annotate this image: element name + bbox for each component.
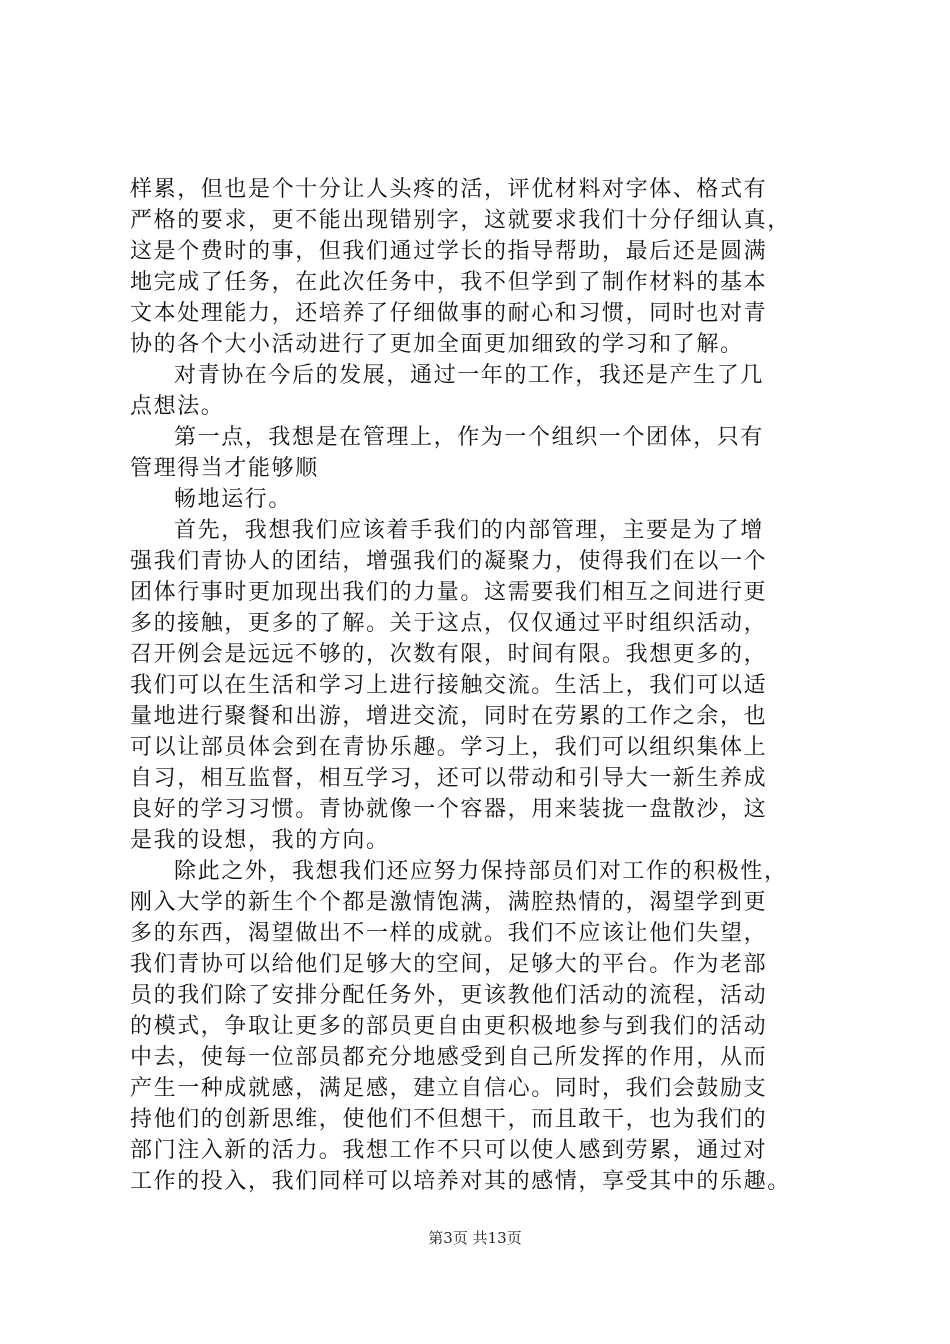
- paragraph: [130, 856, 830, 1197]
- paragraph: [130, 422, 830, 484]
- text-line: 工作的投入，我们同样可以培养对其的感情，享受其中的乐趣。: [130, 1169, 791, 1194]
- text-line: 中去，使每一位部员都充分地感受到自己所发挥的作用，从而: [130, 1045, 768, 1070]
- text-line: 可以让部员体会到在青协乐趣。学习上，我们可以组织集体上: [130, 735, 768, 760]
- text-line: 对青协在今后的发展，通过一年的工作，我还是产生了几: [174, 363, 765, 388]
- page-number: 第3页 共13页: [428, 1229, 522, 1247]
- text-line: 严格的要求，更不能出现错别字，这就要求我们十分仔细认真，: [130, 208, 791, 233]
- text-line: 首先，我想我们应该着手我们的内部管理，主要是为了增: [174, 518, 765, 543]
- text-line: 协的各个大小活动进行了更加全面更加细致的学习和了解。: [130, 332, 744, 357]
- text-line: 我们可以在生活和学习上进行接触交流。生活上，我们可以适: [130, 673, 768, 698]
- paragraph: [130, 174, 830, 360]
- text-line: 除此之外，我想我们还应努力保持部员们对工作的积极性，: [174, 859, 788, 884]
- text-line: 刚入大学的新生个个都是激情饱满，满腔热情的，渴望学到更: [130, 890, 768, 915]
- text-line: 是我的设想，我的方向。: [130, 828, 390, 853]
- text-line: 我们青协可以给他们足够大的空间，足够大的平台。作为老部: [130, 952, 768, 977]
- text-line: 自习，相互监督，相互学习，还可以带动和引导大一新生养成: [130, 766, 768, 791]
- text-line: 强我们青协人的团结，增强我们的凝聚力，使得我们在以一个: [130, 549, 768, 574]
- text-line: 产生一种成就感，满足感，建立自信心。同时，我们会鼓励支: [130, 1076, 768, 1101]
- text-line: 管理得当才能够顺: [130, 456, 319, 481]
- text-line: 量地进行聚餐和出游，增进交流，同时在劳累的工作之余，也: [130, 704, 768, 729]
- text-line: 畅地运行。: [174, 487, 293, 512]
- text-line: 团体行事时更加现出我们的力量。这需要我们相互之间进行更: [130, 580, 768, 605]
- text-line: 持他们的创新思维，使他们不但想干，而且敢干，也为我们的: [130, 1107, 768, 1132]
- text-line: 多的东西，渴望做出不一样的成就。我们不应该让他们失望，: [130, 921, 768, 946]
- text-line: 良好的学习习惯。青协就像一个容器，用来装拢一盘散沙，这: [130, 797, 768, 822]
- text-line: 样累，但也是个十分让人头疼的活，评优材料对字体、格式有: [130, 177, 768, 202]
- text-line: 地完成了任务，在此次任务中，我不但学到了制作材料的基本: [130, 270, 768, 295]
- paragraph: [130, 515, 830, 856]
- text-line: 第一点，我想是在管理上，作为一个组织一个团体，只有: [174, 425, 765, 450]
- text-line: 的模式，争取让更多的部员更自由更积极地参与到我们的活动: [130, 1014, 768, 1039]
- text-line: 这是个费时的事，但我们通过学长的指导帮助，最后还是圆满: [130, 239, 768, 264]
- text-line: 召开例会是远远不够的，次数有限，时间有限。我想更多的，: [130, 642, 768, 667]
- text-line: 文本处理能力，还培养了仔细做事的耐心和习惯，同时也对青: [130, 301, 768, 326]
- text-line: 多的接触，更多的了解。关于这点，仅仅通过平时组织活动，: [130, 611, 768, 636]
- text-line: 部门注入新的活力。我想工作不只可以使人感到劳累，通过对: [130, 1138, 768, 1163]
- page-footer: [0, 1227, 950, 1248]
- text-line: 点想法。: [130, 394, 225, 419]
- text-line: 员的我们除了安排分配任务外，更该教他们活动的流程，活动: [130, 983, 768, 1008]
- paragraph: [130, 484, 830, 515]
- document-body: [130, 174, 830, 1197]
- paragraph: [130, 360, 830, 422]
